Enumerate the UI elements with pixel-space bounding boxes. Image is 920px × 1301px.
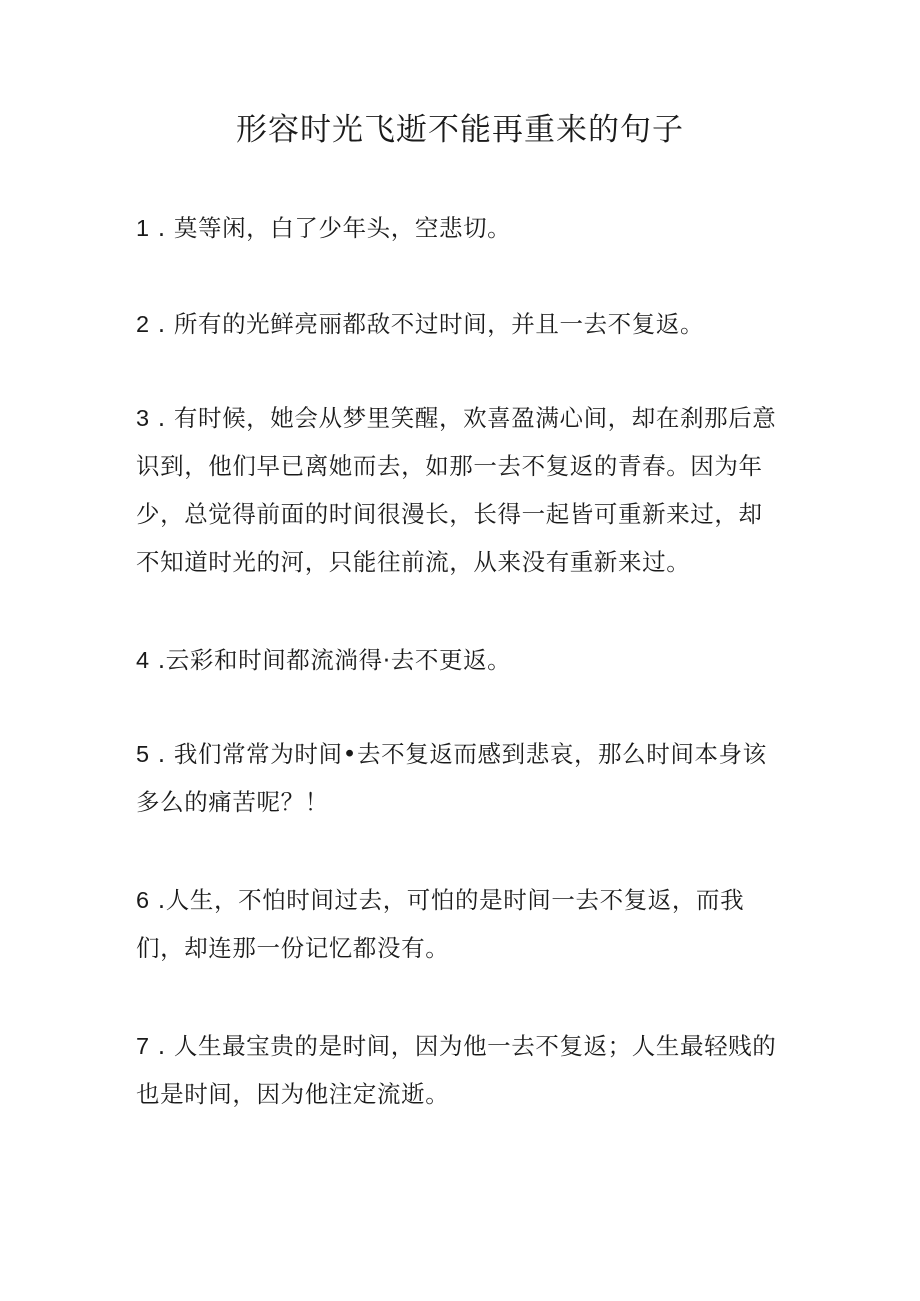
sentence-text: . 人生最宝贵的是时间，因为他一去不复返；人生最轻贱的也是时间，因为他注定流逝。 <box>136 1032 777 1108</box>
sentence-item <box>136 300 786 348</box>
sentence-number: 4 <box>136 647 150 673</box>
sentence-item <box>136 730 786 826</box>
sentence-item <box>136 204 786 252</box>
sentence-item <box>136 1022 786 1118</box>
sentence-text: . 所有的光鲜亮丽都敌不过时间，并且一去不复返。 <box>149 310 705 338</box>
document-title: 形容时光飞逝不能再重来的句子 <box>236 112 684 148</box>
sentence-item <box>136 876 786 972</box>
sentence-text: .云彩和时间都流淌得·去不更返。 <box>149 646 512 674</box>
sentence-text: .人生，不怕时间过去，可怕的是时间一去不复返，而我们，却连那一份记忆都没有。 <box>136 886 745 962</box>
sentence-number: 1 <box>136 215 150 241</box>
sentence-text: . 有时候，她会从梦里笑醒，欢喜盈满心间，却在刹那后意识到，他们早已离她而去，如那一去不复返的青春。因为年少，总觉得前面的时间很漫长，长得一起皆可重新来过，却不知道时光的河，只能往前流，从来没有重新来过。 <box>136 404 777 576</box>
sentence-number: 7 <box>136 1033 150 1059</box>
sentence-number: 2 <box>136 311 150 337</box>
sentence-number: 5 <box>136 741 150 767</box>
sentence-number: 3 <box>136 405 150 431</box>
sentence-text: . 我们常常为时间•去不复返而感到悲哀，那么时间本身该多么的痛苦呢？！ <box>136 740 767 816</box>
sentence-item <box>136 394 786 586</box>
sentence-number: 6 <box>136 887 150 913</box>
sentence-text: . 莫等闲，白了少年头，空悲切。 <box>149 214 512 242</box>
sentence-item <box>136 636 786 684</box>
